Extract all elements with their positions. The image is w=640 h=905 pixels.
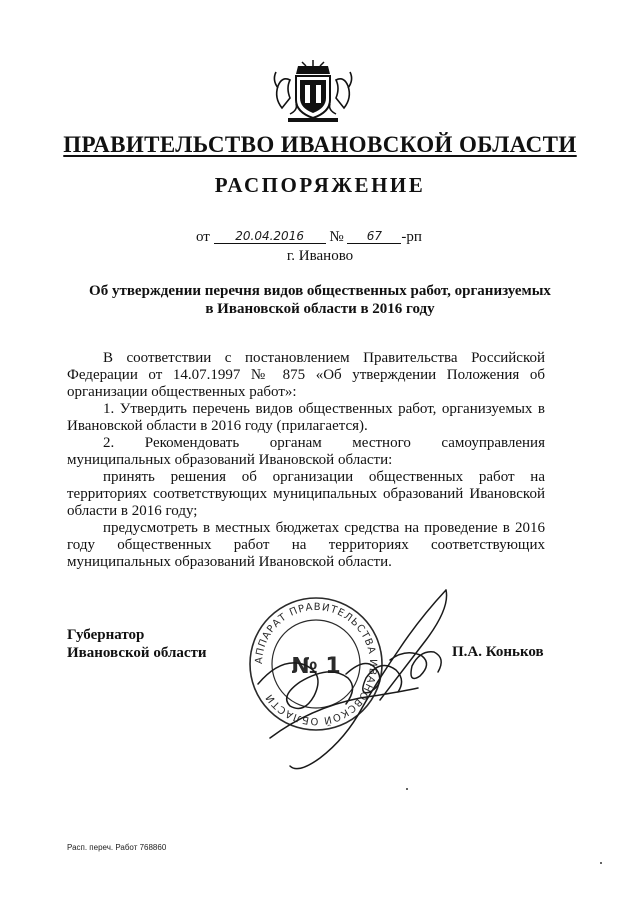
registration-line — [196, 229, 422, 246]
city: г. Иваново — [286, 248, 354, 264]
subject-line-2: в Ивановской области в 2016 году — [205, 301, 435, 317]
paragraph-item-2-continuation: муниципальных образований Ивановской области: — [67, 452, 393, 468]
coat-of-arms-icon — [268, 58, 358, 126]
date-value: 20.04.2016 — [214, 229, 326, 244]
paragraph-preamble: В соответствии с постановлением Правительства Российской Федерации от 14.07.1997 № 875 «Об утверждении Положения об организации общественных работ»: — [67, 350, 545, 400]
subject-line-1: Об утверждении перечня видов общественных работ, организуемых — [89, 283, 551, 299]
document-type: РАСПОРЯЖЕНИЕ — [214, 173, 426, 197]
stamp-number: № 1 — [291, 654, 341, 679]
handwritten-signature-icon — [250, 588, 470, 788]
paragraph-item-1: 1. Утвердить перечень видов общественных работ, организуемых в Ивановской области в 2016 году (прилагается). — [67, 401, 545, 434]
number-suffix: -рп — [401, 229, 422, 245]
subject-heading — [60, 282, 580, 318]
signer-name: П.А. Коньков — [452, 644, 544, 660]
signer-position-line-2: Ивановской области — [67, 645, 207, 661]
date-prefix: от — [196, 229, 210, 245]
signer-position — [67, 626, 207, 662]
document-body — [67, 350, 545, 571]
number-value: 67 — [347, 229, 401, 244]
paragraph-subitem-1: принять решения об организации общественных работ на территориях соответствующих муниципальных образований Ивановской области в 2016 году; — [67, 469, 545, 519]
paragraph-item-2: 2. Рекомендовать органам местного самоуправления — [103, 435, 545, 451]
stamp-ring-text: АППАРАТ ПРАВИТЕЛЬСТВА ИВАНОВСКОЙ ОБЛАСТИ — [253, 601, 379, 727]
organization-title: ПРАВИТЕЛЬСТВО ИВАНОВСКОЙ ОБЛАСТИ — [63, 132, 577, 157]
number-prefix: № — [329, 229, 344, 245]
paragraph-subitem-2: предусмотреть в местных бюджетах средства на проведение в 2016 году общественных работ на территориях соответствующих муниципальных образований Ивановской области. — [67, 520, 545, 570]
footer-note: Расп. переч. Работ 768860 — [67, 843, 167, 852]
scan-speck — [406, 788, 408, 790]
scan-speck — [600, 862, 602, 864]
signer-position-line-1: Губернатор — [67, 627, 145, 643]
